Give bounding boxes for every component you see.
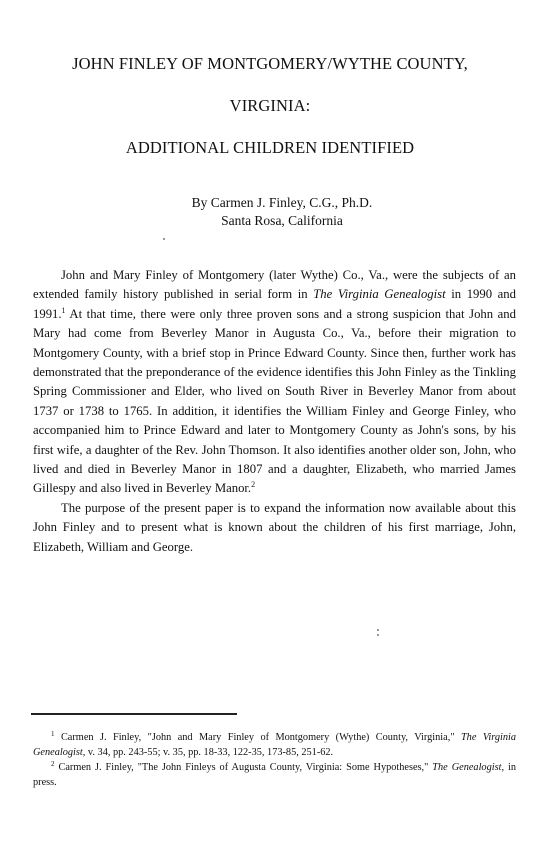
footnote-text: Carmen J. Finley, "The John Finleys of Augusta County, Virginia: Some Hypotheses," [58,762,433,773]
article-body [33,266,516,557]
journal-title: The Virginia Genealogist [313,287,446,302]
paragraph: The purpose of the present paper is to expand the information now available about this John Finley and to present what is known about the children of his first marriage, John, Elizabeth, William and George. [33,500,516,554]
article-title-line-2: VIRGINIA: [229,96,311,115]
scan-speck [163,238,165,240]
author-location: Santa Rosa, California [221,213,343,228]
journal-title: The Virginia Genealogist [33,732,517,758]
footnote-text: , in press. [33,762,517,788]
paragraph [33,266,516,499]
scan-speck [377,634,379,636]
author-byline: By Carmen J. Finley, C.G., Ph.D. [191,195,373,210]
journal-title: The Genealogist [432,762,502,773]
paragraph-text: John and Mary Finley of Montgomery (later Wythe) Co., Va., were the subjects of an extended family history published in serial form in [33,268,516,302]
footnote-separator [31,713,237,715]
article-subtitle: ADDITIONAL CHILDREN IDENTIFIED [125,138,415,157]
footnote [33,760,516,790]
article-title-line-1: JOHN FINLEY OF MONTGOMERY/WYTHE COUNTY, [72,54,468,73]
footnote-marker: 1 [61,305,66,315]
footnote [33,730,516,760]
scan-speck [377,629,379,631]
footnote-marker: 2 [251,480,256,490]
paragraph-text: in 1990 and 1991. [33,287,516,321]
footnote-text: Carmen J. Finley, "John and Mary Finley of Montgomery (Wythe) County, Virginia," [60,732,461,743]
footnote-number: 2 [51,760,55,768]
footnote-text: , v. 34, pp. 243-55; v. 35, pp. 18-33, 122-35, 173-85, 251-62. [82,747,334,758]
footnote-number: 1 [51,730,55,738]
footnotes [33,730,516,790]
paragraph-text: At that time, there were only three proven sons and a strong suspicion that John and Mary had come from Beverley Manor in Augusta Co., Va., before their migration to Montgomery County, with a brief stop in Prince Edward County. Since then, further work has demonstrated that the preponderance of the evidence identifies this John Finley as the Tinkling Spring Commissioner and Elder, who lived on South River in Beverley Manor from about 1737 or 1738 to 1765. In addition, it identifies the William Finley and George Finley, who accompanied him to Prince Edward and later to Montgomery County as John's sons, by his first wife, a daughter of the Rev. John Thomson. It also identifies another older son, John, who lived and died in Beverley Manor in 1807 and a daughter, Elizabeth, who married James Gillespy and also lived in Beverley Manor. [33,306,516,496]
